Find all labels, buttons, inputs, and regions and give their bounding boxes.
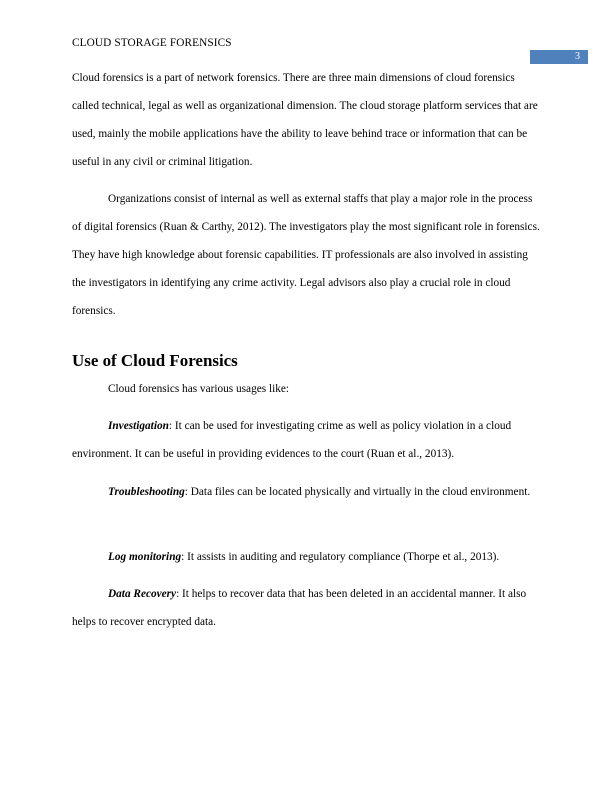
paragraph-intro: Cloud forensics is a part of network forensics. There are three main dimensions of cloud forensics called technical, legal as well as organizational dimension. The cloud storage platform services that are used, mainly the mobile applications have the ability to leave behind trace or information that can be useful in any civil or criminal litigation. xyxy=(72,72,538,168)
usage-term: Investigation xyxy=(108,420,169,432)
usage-term: Data Recovery xyxy=(108,588,177,600)
usage-term: Log monitoring xyxy=(108,551,182,563)
running-head: CLOUD STORAGE FORENSICS xyxy=(72,37,232,49)
usage-data-recovery xyxy=(72,580,540,636)
usage-log-monitoring xyxy=(72,543,540,571)
usage-description: : Data files can be located physically and virtually in the cloud environment. xyxy=(184,486,531,498)
section-intro: Cloud forensics has various usages like: xyxy=(108,383,290,395)
usage-description: : It assists in auditing and regulatory compliance (Thorpe et al., 2013). xyxy=(181,551,500,563)
page-number: 3 xyxy=(530,50,588,64)
usage-troubleshooting xyxy=(72,478,540,506)
usage-investigation xyxy=(72,412,540,468)
usage-description: : It helps to recover data that has been deleted in an accidental manner. It also helps to recover encrypted data. xyxy=(72,588,527,628)
usage-term: Troubleshooting xyxy=(108,486,185,498)
usage-description: : It can be used for investigating crime as well as policy violation in a cloud environment. It can be useful in providing evidences to the court (Ruan et al., 2013). xyxy=(72,420,512,460)
section-heading: Use of Cloud Forensics xyxy=(72,351,238,370)
paragraph-organizations: Organizations consist of internal as well as external staffs that play a major role in the process of digital forensics (Ruan & Carthy, 2012). The investigators play the most significant role in forensics. They have high knowledge about forensic capabilities. IT professionals are also involved in assisting the investigators in identifying any crime activity. Legal advisors also play a crucial role in cloud forensics. xyxy=(72,193,540,317)
